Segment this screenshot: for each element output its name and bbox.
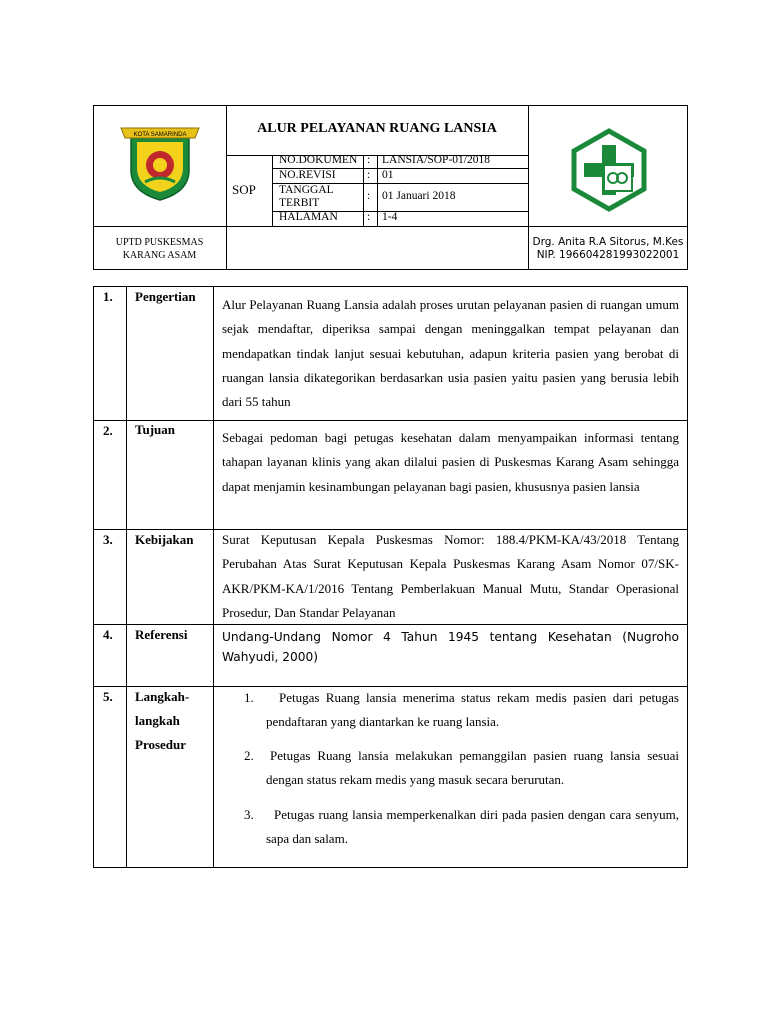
step-number: 3.	[244, 807, 254, 822]
meta-value: 01 Januari 2018	[382, 190, 456, 202]
row-label: Langkah- langkah Prosedur	[135, 689, 190, 752]
signer-name: Drg. Anita R.A Sitorus, M.Kes	[532, 236, 684, 248]
step-text: Petugas Ruang lansia melakukan pemanggilan pasien ruang lansia sesuai dengan status rekam medis yang masuk secara berurutan.	[266, 748, 679, 787]
row-number: 4.	[103, 627, 113, 642]
sop-label: SOP	[232, 182, 256, 197]
meta-value: 01	[382, 169, 394, 181]
row-label: Kebijakan	[135, 532, 194, 547]
step-text: Petugas ruang lansia memperkenalkan diri pada pasien dengan cara senyum, sapa dan salam.	[266, 807, 679, 846]
row-number: 1.	[103, 289, 113, 304]
row-label: Pengertian	[135, 289, 196, 304]
row-number: 2.	[103, 423, 113, 438]
meta-value: LANSIA/SOP-01/2018	[382, 154, 490, 166]
signer-block	[528, 236, 688, 262]
meta-label: NO.REVISI	[279, 169, 336, 181]
meta-colon: :	[367, 169, 371, 181]
signer-nip: NIP. 196604281993022001	[536, 249, 680, 261]
step-number: 2.	[244, 748, 254, 763]
row-text: Surat Keputusan Kepala Puskesmas Nomor: 188.4/PKM-KA/43/2018 Tentang Perubahan Atas Surat Keputusan Kepala Puskesmas Karang Asam Nomor 07/SK-AKR/PKM-KA/1/2016 Tentang Pemberlakuan Manual Mutu, Standar Operasional Prosedur, Dan Standar Pelayanan	[222, 532, 679, 620]
divider	[93, 226, 688, 227]
organization-name: UPTD PUSKESMAS KARANG ASAM	[115, 237, 204, 261]
puskesmas-logo	[566, 127, 652, 213]
step-text: Petugas Ruang lansia menerima status rekam medis pasien dari petugas pendaftaran yang diantarkan ke ruang lansia.	[266, 690, 679, 729]
document-title: ALUR PELAYANAN RUANG LANSIA	[257, 121, 497, 136]
logo-ribbon-text: KOTA SAMARINDA	[133, 132, 187, 138]
step-number: 1.	[244, 690, 254, 705]
row-text: Undang-Undang Nomor 4 Tahun 1945 tentang Kesehatan (Nugroho Wahyudi, 2000)	[222, 630, 679, 664]
meta-value: 1-4	[382, 211, 398, 223]
row-label: Tujuan	[135, 422, 175, 437]
row-number: 3.	[103, 532, 113, 547]
row-label: Referensi	[135, 627, 188, 642]
meta-colon: :	[367, 154, 371, 166]
kota-samarinda-logo	[117, 120, 203, 202]
meta-label: NO.DOKUMEN	[279, 154, 358, 166]
meta-label: TANGGAL TERBIT	[279, 184, 334, 209]
row-text: Alur Pelayanan Ruang Lansia adalah proses urutan pelayanan pasien di ruangan umum sejak mendaftar, diperiksa sampai dengan meninggalkan tempat pelayanan dan mendapatkan tindak lanjut sesuai kebutuhan, adapun kriteria pasien yang berobat di ruangan lansia dikategorikan berdasarkan usia pasien yaitu pasien yang berusia lebih dari 55 tahun	[222, 297, 679, 410]
meta-label: HALAMAN	[279, 211, 338, 223]
row-text: Sebagai pedoman bagi petugas kesehatan dalam menyampaikan informasi tentang tahapan layanan klinis yang akan dilalui pasien di Puskesmas Karang Asam sehingga dapat menjamin kesinambungan pelayanan bagi pasien, khususnya pasien lansia	[222, 430, 679, 494]
meta-colon: :	[367, 190, 371, 202]
row-number: 5.	[103, 689, 113, 704]
meta-colon: :	[367, 211, 371, 223]
